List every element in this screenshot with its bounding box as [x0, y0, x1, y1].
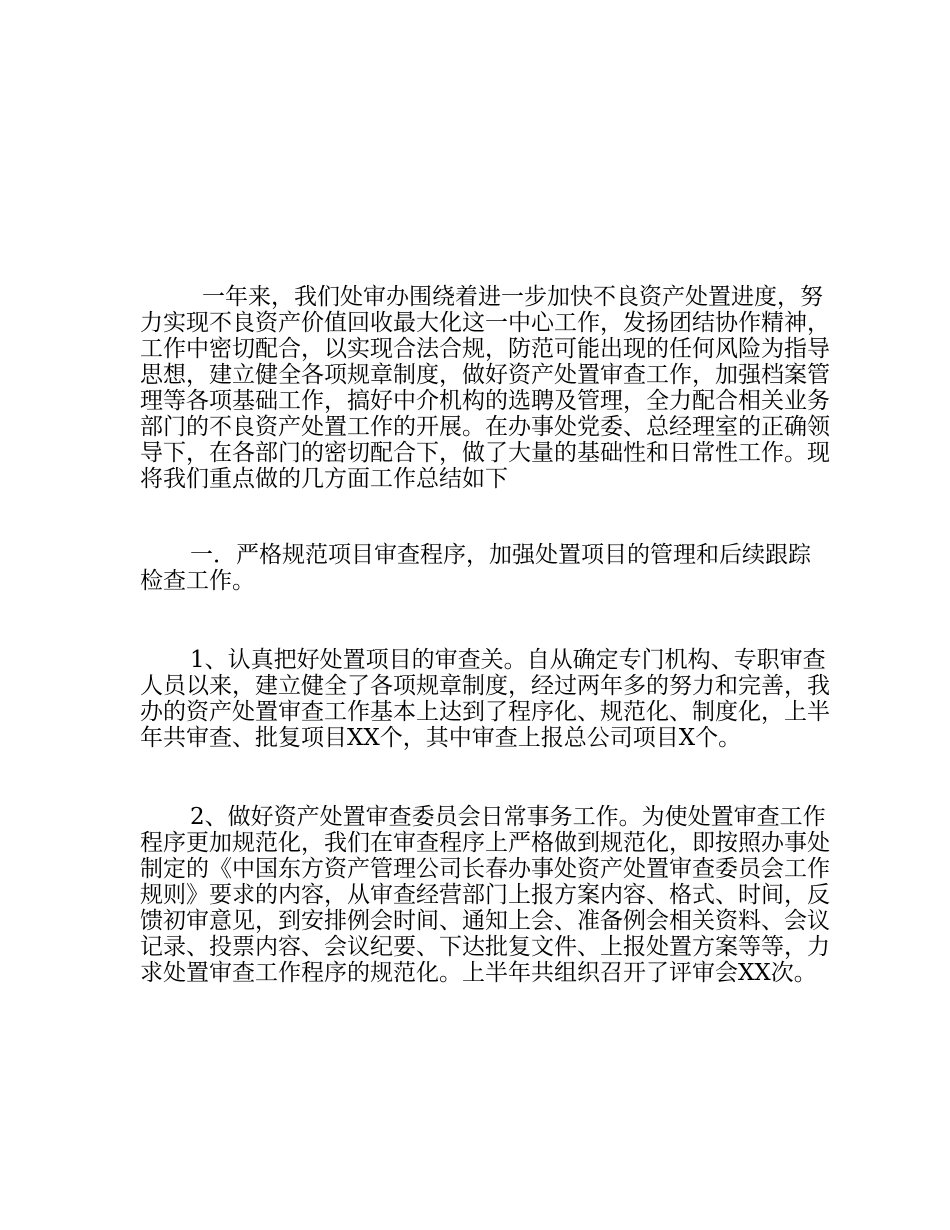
item-paragraph-1: 1、认真把好处置项目的审查关。自从确定专门机构、专职审查人员以来，建立健全了各项规章制度，经过两年多的努力和完善，我办的资产处置审查工作基本上达到了程序化、规范化、制度化，上半年共审查、批复项目XX个，其中审查上报总公司项目X个。 — [140, 647, 830, 751]
section-heading-1: 一．严格规范项目审查程序，加强处置项目的管理和后续跟踪检查工作。 — [140, 542, 811, 594]
intro-paragraph: 一年来，我们处审办围绕着进一步加快不良资产处置进度，努力实现不良资产价值回收最大化这一中心工作，发扬团结协作精神，工作中密切配合，以实现合法合规，防范可能出现的任何风险为指导思想，建立健全各项规章制度，做好资产处置审查工作，加强档案管理等各项基础工作，搞好中介机构的选聘及管理，全力配合相关业务部门的不良资产处置工作的开展。在办事处党委、总经理室的正确领导下，在各部门的密切配合下，做了大量的基础性和日常性工作。现将我们重点做的几方面工作总结如下 — [140, 284, 830, 492]
document-body — [140, 284, 830, 986]
item-paragraph-2: 2、做好资产处置审查委员会日常事务工作。为使处置审查工作程序更加规范化，我们在审查程序上严格做到规范化，即按照办事处制定的《中国东方资产管理公司长春办事处资产处置审查委员会工作规则》要求的内容，从审查经营部门上报方案内容、格式、时间，反馈初审意见，到安排例会时间、通知上会、准备例会相关资料、会议记录、投票内容、会议纪要、下达批复文件、上报处置方案等等，力求处置审查工作程序的规范化。上半年共组织召开了评审会XX次。 — [140, 804, 830, 986]
